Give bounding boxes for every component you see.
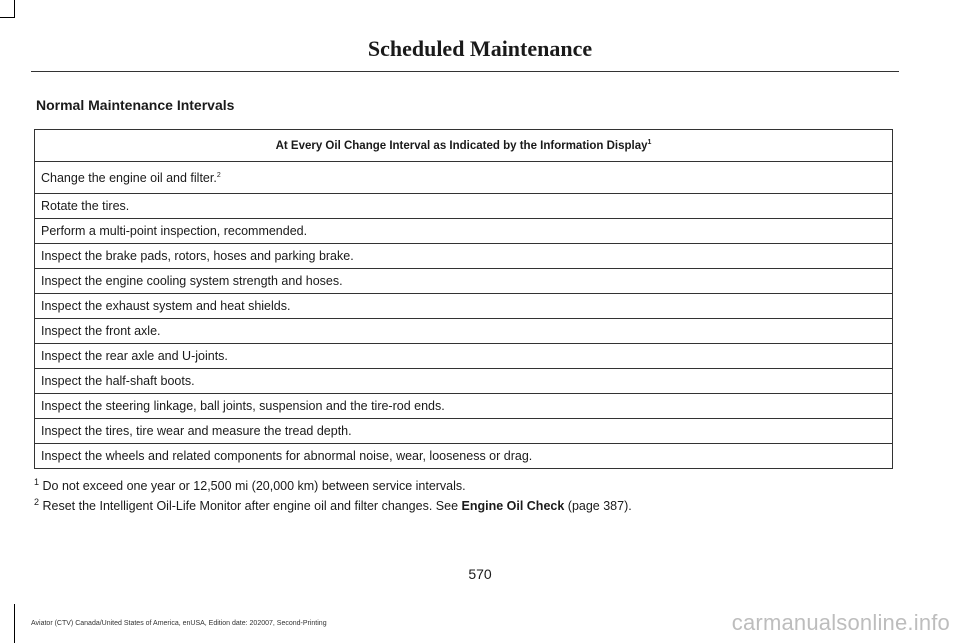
engine-oil-check-link[interactable]: Engine Oil Check [461, 499, 565, 513]
table-header-cell [35, 130, 893, 162]
table-cell: Inspect the brake pads, rotors, hoses and parking brake. [35, 244, 893, 269]
table-row [35, 294, 893, 319]
footnote-2-number: 2 [34, 496, 40, 507]
crop-mark-top-left-v [14, 0, 15, 18]
watermark: carmanualsonline.info [731, 610, 950, 635]
crop-mark-bottom-left-v [14, 604, 15, 643]
table-row [35, 194, 893, 219]
table-header-footnote-ref: 1 [647, 138, 652, 146]
table-cell: Inspect the tires, tire wear and measure the tread depth. [35, 419, 893, 444]
page-number: 570 [468, 566, 492, 582]
table-cell: Inspect the steering linkage, ball joints, suspension and the tire-rod ends. [35, 394, 893, 419]
footnote-2-page-ref: (page 387). [564, 499, 632, 513]
table-cell: Inspect the wheels and related components for abnormal noise, wear, looseness or drag. [35, 444, 893, 469]
section-title: Normal Maintenance Intervals [36, 97, 235, 113]
table-cell: Inspect the exhaust system and heat shields. [35, 294, 893, 319]
footnote-1-number: 1 [34, 476, 40, 487]
table-row [35, 394, 893, 419]
edition-footer: Aviator (CTV) Canada/United States of America, enUSA, Edition date: 202007, Second-Printing [31, 620, 327, 627]
page-title: Scheduled Maintenance [367, 36, 593, 61]
table-row [35, 444, 893, 469]
table-cell: Rotate the tires. [35, 194, 893, 219]
maintenance-table [34, 129, 893, 469]
table-row [35, 319, 893, 344]
table-row [35, 269, 893, 294]
table-row [35, 344, 893, 369]
table-row [35, 244, 893, 269]
footnote-1 [34, 476, 914, 496]
table-cell: Perform a multi-point inspection, recommended. [35, 219, 893, 244]
table-row [35, 162, 893, 194]
table-cell: Inspect the half-shaft boots. [35, 369, 893, 394]
table-header-text: At Every Oil Change Interval as Indicated by the Information Display [275, 139, 648, 152]
table-cell: Inspect the engine cooling system strength and hoses. [35, 269, 893, 294]
row-text: Change the engine oil and filter. [41, 170, 217, 185]
row-footnote-ref: 2 [216, 171, 221, 179]
crop-mark-top-left-h [0, 17, 14, 18]
table-cell [35, 162, 893, 194]
header-divider [31, 71, 899, 72]
footnote-1-text: Do not exceed one year or 12,500 mi (20,000 km) between service intervals. [42, 479, 466, 493]
table-row [35, 369, 893, 394]
table-row [35, 219, 893, 244]
footnote-2 [34, 496, 914, 516]
table-header-row [35, 130, 893, 162]
table-row [35, 419, 893, 444]
table-cell: Inspect the rear axle and U-joints. [35, 344, 893, 369]
footnote-2-text: Reset the Intelligent Oil-Life Monitor after engine oil and filter changes. See [42, 499, 462, 513]
footnotes [34, 476, 914, 516]
table-cell: Inspect the front axle. [35, 319, 893, 344]
